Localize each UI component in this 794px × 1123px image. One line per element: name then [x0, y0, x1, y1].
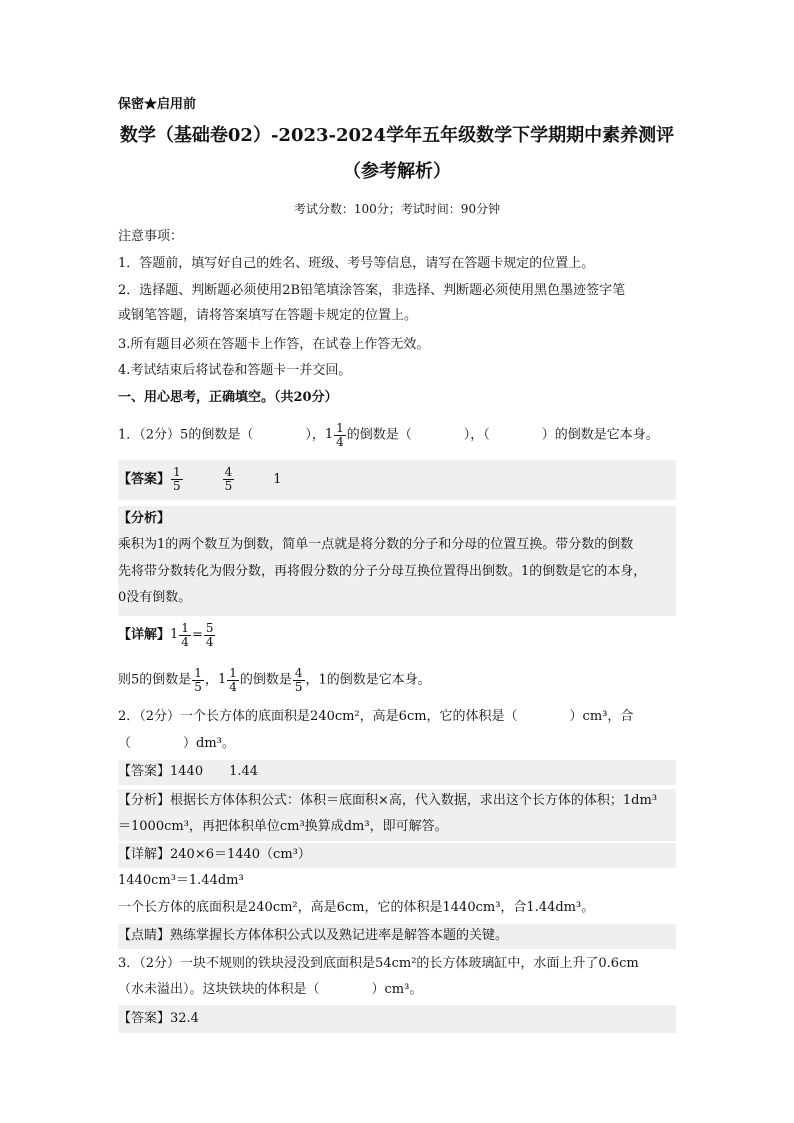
- equals-sign: =: [191, 627, 203, 643]
- q1-stem-part: ），（: [463, 427, 490, 443]
- analysis-text: 0没有倒数。: [118, 590, 192, 605]
- text: ，: [204, 672, 218, 688]
- fraction: $\frac{4}{5}$: [294, 665, 303, 694]
- q3-answer: 【答案】32.4: [118, 1011, 199, 1026]
- text: 的倒数是: [239, 672, 292, 688]
- analysis-text: ＝1000cm³，再把体积单位cm³换算成dm³，即可解答。: [118, 819, 448, 834]
- analysis-box: [118, 789, 676, 841]
- answer-value: 1: [273, 472, 282, 487]
- question-2-stem: 2．（2分）一个长方体的底面积是240cm²，高是6cm，它的体积是（ ）cm³，合: [118, 709, 634, 724]
- detail-label: 【详解】: [118, 627, 171, 643]
- tip-box: [118, 924, 676, 949]
- page-subtitle: （参考解析）: [343, 161, 451, 182]
- text: ，1的倒数是它本身。: [305, 672, 431, 688]
- q2-answer: 【答案】1440 1.44: [118, 764, 259, 779]
- notes-heading: 注意事项：: [118, 229, 184, 244]
- question-1-stem: [118, 416, 659, 455]
- q1-conclusion: [118, 662, 431, 699]
- q1-stem-part: ），: [305, 427, 325, 443]
- detail-box: [118, 843, 676, 868]
- mixed-number-integer: 1: [217, 672, 227, 687]
- fraction: $\frac{1}{4}$: [229, 665, 237, 694]
- analysis-text: 先将带分数转化为假分数，再将假分数的分子分母互换位置得出倒数。1的倒数是它的本身，: [118, 564, 647, 579]
- text: 则5的倒数是: [118, 672, 192, 688]
- note-item: 或钢笔答题，请将答案填写在答题卡规定的位置上。: [118, 308, 418, 323]
- q1-stem-part: ）的倒数是它本身。: [541, 427, 659, 443]
- note-item: 3.所有题目必须在答题卡上作答，在试卷上作答无效。: [118, 337, 430, 352]
- fraction: $\frac{1}{5}$: [194, 665, 202, 694]
- q1-stem-part: 的倒数是（: [346, 427, 412, 443]
- fraction: $\frac{4}{5}$: [224, 465, 233, 493]
- q1-stem-part: 1．（2分）5的倒数是（: [118, 427, 254, 443]
- section-heading: 一、用心思考，正确填空。（共20分）: [118, 390, 338, 405]
- answer-box: [118, 1005, 676, 1033]
- page-title: 数学（基础卷02）-2023-2024学年五年级数学下学期期中素养测评: [119, 125, 675, 146]
- exam-info: 考试分数：100分；考试时间：90分钟: [293, 202, 501, 216]
- fraction: $\frac{1}{4}$: [336, 420, 344, 449]
- question-2-stem: （ ）dm³。: [118, 736, 235, 751]
- answer-box: [118, 460, 676, 500]
- q1-answer: [118, 462, 282, 498]
- fraction: $\frac{1}{5}$: [173, 465, 181, 493]
- detail-text: 一个长方体的底面积是240cm²，高是6cm，它的体积是1440cm³，合1.44dm³。: [118, 900, 595, 915]
- detail-text: 1440cm³＝1.44dm³: [118, 873, 244, 888]
- confidential-label: 保密★启用前: [118, 97, 197, 112]
- note-item: 1．答题前，填写好自己的姓名、班级、考号等信息，请写在答题卡规定的位置上。: [118, 256, 595, 271]
- mixed-number-integer: 1: [324, 427, 334, 442]
- fraction: $\frac{5}{4}$: [205, 620, 214, 649]
- analysis-box: [118, 506, 676, 616]
- question-3-stem: （水未溢出）。这块铁块的体积是（ ）cm³。: [118, 982, 423, 997]
- note-item: 2．选择题、判断题必须使用2B铅笔填涂答案，非选择、判断题必须使用黑色墨迹签字笔: [118, 283, 626, 298]
- mixed-number-integer: 1: [170, 627, 179, 642]
- question-3-stem: 3．（2分）一块不规则的铁块浸没到底面积是54cm²的长方体玻璃缸中，水面上升了0.6cm: [118, 956, 639, 971]
- tip-text: 【点睛】熟练掌握长方体体积公式以及熟记进率是解答本题的关键。: [118, 928, 509, 943]
- note-item: 4.考试结束后将试卷和答题卡一并交回。: [118, 363, 352, 378]
- fraction: $\frac{1}{4}$: [181, 620, 189, 649]
- analysis-text: 乘积为1的两个数互为倒数，简单一点就是将分数的分子和分母的位置互换。带分数的倒数: [118, 537, 634, 552]
- answer-label: 【答案】: [118, 472, 171, 487]
- answer-box: [118, 760, 676, 785]
- analysis-label: 【分析】: [118, 511, 171, 526]
- analysis-text: 【分析】根据长方体体积公式：体积＝底面积×高，代入数据，求出这个长方体的体积；1dm³: [118, 793, 658, 808]
- detail-text: 【详解】240×6＝1440（cm³）: [118, 847, 311, 862]
- q1-detail: [118, 617, 216, 654]
